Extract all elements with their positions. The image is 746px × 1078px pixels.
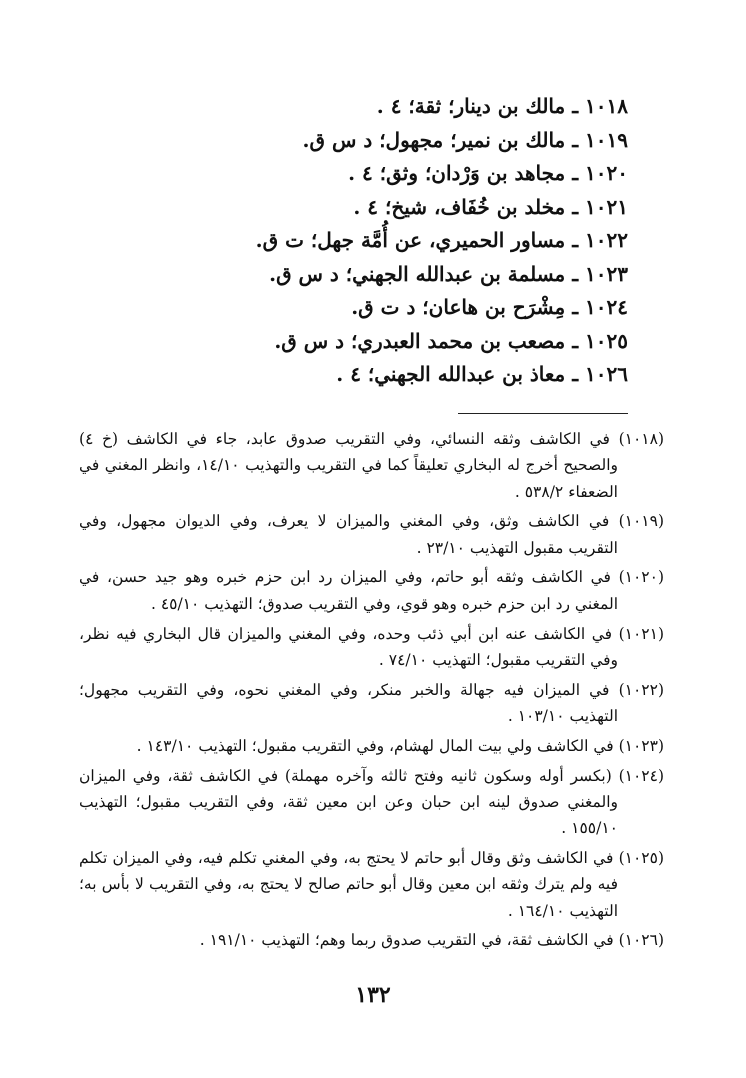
narrator-entry: ١٠٢٦ ـ معاذ بن عبدالله الجهني؛ ٤ . (336, 362, 628, 386)
narrator-entry: ١٠٢٠ ـ مجاهد بن وَرْدان؛ وثق؛ ٤ . (348, 161, 628, 185)
footnote: (١٠٢٢) في الميزان فيه جهالة والخبر منكر، وفي المغني نحوه، وفي التقريب مجهول؛ التهذيب ١٠٣/١٠ . (79, 680, 664, 725)
footnote: (١٠٢٦) في الكاشف ثقة، في التقريب صدوق ربما وهم؛ التهذيب ١٩١/١٠ . (199, 931, 664, 950)
narrator-entry: ١٠١٩ ـ مالك بن نمير؛ مجهول؛ د س ق. (302, 127, 628, 152)
footnote-separator (458, 413, 628, 414)
narrator-entry: ١٠٢٢ ـ مساور الحميري، عن أُمَّة جهل؛ ت ق. (255, 228, 628, 252)
narrator-entry: ١٠٢٤ ـ مِشْرَح بن هاعان؛ د ت ق. (351, 295, 628, 319)
narrator-entry: ١٠١٨ ـ مالك بن دينار؛ ثقة؛ ٤ . (376, 94, 628, 118)
footnote: (١٠٢٣) في الكاشف ولي بيت المال لهشام، وفي التقريب مقبول؛ التهذيب ١٤٣/١٠ . (136, 736, 664, 755)
narrator-entries-list (128, 90, 628, 392)
footnotes-list (79, 426, 664, 957)
narrator-entry: ١٠٢٣ ـ مسلمة بن عبدالله الجهني؛ د س ق. (269, 261, 628, 286)
footnote: (١٠٢٠) في الكاشف وثقه أبو حاتم، وفي الميزان رد ابن حزم خبره وهو جيد حسن، في المغني رد ابن حزم خبره وهو قوي، وفي التقريب صدوق؛ التهذيب ٤٥/١٠ . (79, 568, 664, 613)
footnote: (١٠١٩) في الكاشف وثق، وفي المغني والميزان لا يعرف، وفي الديوان مجهول، وفي التقريب مقبول التهذيب ٢٣/١٠ . (79, 512, 664, 557)
footnote: (١٠١٨) في الكاشف وثقه النسائي، وفي التقريب صدوق عابد، جاء في الكاشف (خ ٤) والصحيح أخرج له البخاري تعليقاً كما في التقريب والتهذيب ١٤/١٠، وانظر المغني في الضعفاء ٥٣٨/٢ . (79, 430, 664, 501)
page-number: ١٣٢ (355, 982, 391, 1008)
narrator-entry: ١٠٢٥ ـ مصعب بن محمد العبدري؛ د س ق. (274, 328, 628, 353)
narrator-entry: ١٠٢١ ـ مخلد بن خُفَاف، شيخ؛ ٤ . (353, 194, 628, 219)
footnote: (١٠٢٤) (بكسر أوله وسكون ثانيه وفتح ثالثه وآخره مهملة) في الكاشف ثقة، وفي الميزان والمغني صدوق لينه ابن حبان وعن ابن معين ثقة، وفي التقريب مقبول؛ التهذيب ١٥٥/١٠ . (79, 766, 664, 838)
footnote: (١٠٢١) في الكاشف عنه ابن أبي ذئب وحده، وفي المغني والميزان قال البخاري فيه نظر، وفي التقريب مقبول؛ التهذيب ٧٤/١٠ . (79, 624, 664, 669)
footnote: (١٠٢٥) في الكاشف وثق وقال أبو حاتم لا يحتج به، وفي المغني تكلم فيه، وفي الميزان تكلم فيه ولم يترك وثقه ابن معين وقال أبو حاتم صالح لا يحتج به، وفي التقريب لا بأس به؛ التهذيب ١٦٤/١٠ . (79, 848, 664, 920)
